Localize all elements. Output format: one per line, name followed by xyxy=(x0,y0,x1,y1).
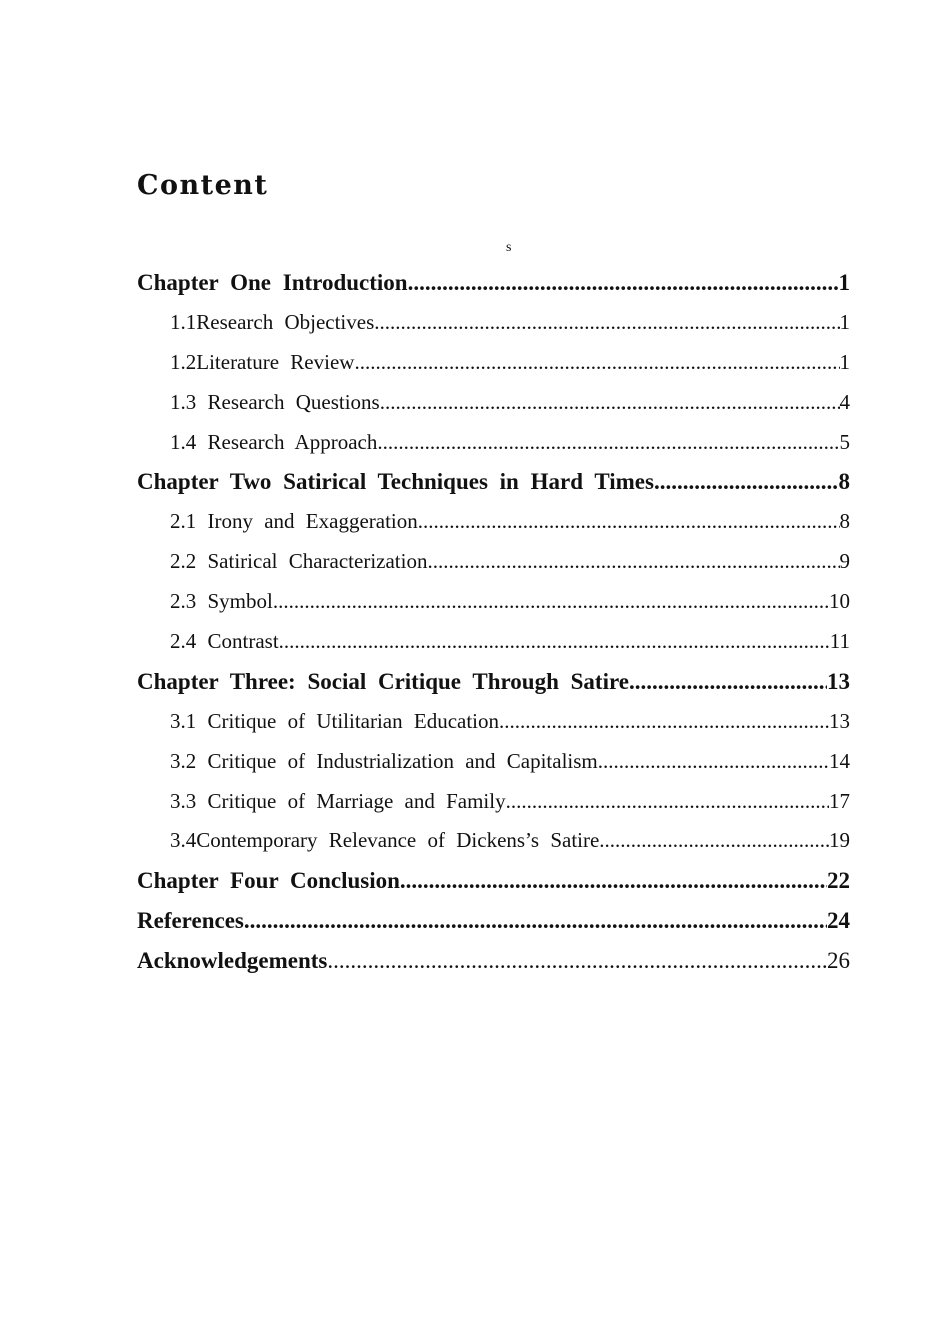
toc-entry-text: 3.1 Critique of Utilitarian Education xyxy=(170,708,500,733)
toc-entry-text: 2.2 Satirical Characterization xyxy=(170,549,428,574)
toc-chapter-entry[interactable] xyxy=(137,868,850,908)
toc-section-entry[interactable] xyxy=(137,549,850,589)
page-title: Content xyxy=(137,170,269,201)
title-suffix: s xyxy=(506,240,512,255)
toc-dot-leader xyxy=(598,749,829,774)
toc-entry-text: 1.3 Research Questions xyxy=(170,389,380,414)
toc-page-number: 13 xyxy=(827,668,850,694)
toc-dot-leader xyxy=(599,828,829,853)
toc-section-entry[interactable] xyxy=(137,589,850,629)
toc-dot-leader xyxy=(629,669,827,695)
toc-dot-leader xyxy=(279,629,830,654)
toc-page-number: 22 xyxy=(827,868,850,894)
toc-dot-leader xyxy=(400,868,827,894)
toc-entry-text: 3.2 Critique of Industrialization and Capitalism xyxy=(170,748,598,773)
toc-section-entry[interactable] xyxy=(137,828,850,868)
toc-entry-text: 1.1Research Objectives xyxy=(170,309,375,334)
toc-dot-leader xyxy=(374,310,839,335)
toc-section-entry[interactable] xyxy=(137,350,850,390)
toc-dot-leader xyxy=(327,948,827,974)
toc-chapter-entry[interactable] xyxy=(137,669,850,709)
toc-section-entry[interactable] xyxy=(137,430,850,470)
toc-page-number: 10 xyxy=(829,589,850,614)
toc-page-number: 26 xyxy=(827,948,850,974)
toc-entry-text: Chapter Two Satirical Techniques in Hard Times xyxy=(137,469,654,495)
toc-dot-leader xyxy=(654,469,839,495)
toc-dot-leader xyxy=(244,908,827,934)
toc-entry-text: 1.4 Research Approach xyxy=(170,429,378,454)
toc-dot-leader xyxy=(408,270,839,296)
toc-page-number: 11 xyxy=(829,629,850,654)
toc-dot-leader xyxy=(273,589,829,614)
toc-entry-text: Chapter Three: Social Critique Through Satire xyxy=(137,668,629,694)
toc-chapter-entry[interactable] xyxy=(137,270,850,310)
toc-page-number: 1 xyxy=(839,309,850,334)
toc-section-entry[interactable] xyxy=(137,789,850,829)
toc-page-number: 17 xyxy=(829,788,850,813)
toc-page-number: 5 xyxy=(839,429,850,454)
toc-dot-leader xyxy=(377,430,839,455)
toc-dot-leader xyxy=(427,549,839,574)
toc-section-entry[interactable] xyxy=(137,310,850,350)
toc-section-entry[interactable] xyxy=(137,509,850,549)
toc-entry-text: Acknowledgements xyxy=(137,948,328,974)
toc-dot-leader xyxy=(380,390,840,415)
toc-page-number: 14 xyxy=(829,748,850,773)
toc-page-number: 19 xyxy=(829,828,850,853)
toc-chapter-entry[interactable] xyxy=(137,469,850,509)
toc-section-entry[interactable] xyxy=(137,749,850,789)
toc-entry-text: 3.4Contemporary Relevance of Dickens’s Satire xyxy=(170,828,600,853)
toc-page-number: 1 xyxy=(839,349,850,374)
toc-page-number: 24 xyxy=(827,908,850,934)
toc-section-entry[interactable] xyxy=(137,390,850,430)
toc-section-entry[interactable] xyxy=(137,629,850,669)
toc-entry-text: References xyxy=(137,908,244,934)
toc-dot-leader xyxy=(499,709,829,734)
toc-entry-text: 2.3 Symbol xyxy=(170,589,273,614)
toc-page-number: 8 xyxy=(838,469,850,495)
toc-entry-text: 2.4 Contrast xyxy=(170,629,279,654)
toc-page-number: 13 xyxy=(829,708,850,733)
table-of-contents xyxy=(137,270,850,988)
toc-chapter-entry[interactable] xyxy=(137,948,850,988)
toc-section-entry[interactable] xyxy=(137,709,850,749)
toc-page-number: 1 xyxy=(838,270,850,295)
toc-dot-leader xyxy=(506,789,829,814)
toc-dot-leader xyxy=(354,350,839,375)
toc-chapter-entry[interactable] xyxy=(137,908,850,948)
toc-page-number: 4 xyxy=(839,389,850,414)
toc-entry-text: Chapter Four Conclusion xyxy=(137,868,400,894)
toc-entry-text: 1.2Literature Review xyxy=(170,349,355,374)
toc-page-number: 9 xyxy=(839,549,850,574)
toc-page-number: 8 xyxy=(839,509,850,534)
toc-entry-text: 3.3 Critique of Marriage and Family xyxy=(170,788,506,813)
toc-dot-leader xyxy=(418,509,840,534)
toc-entry-text: 2.1 Irony and Exaggeration xyxy=(170,509,418,534)
toc-entry-text: Chapter One Introduction xyxy=(137,270,408,295)
